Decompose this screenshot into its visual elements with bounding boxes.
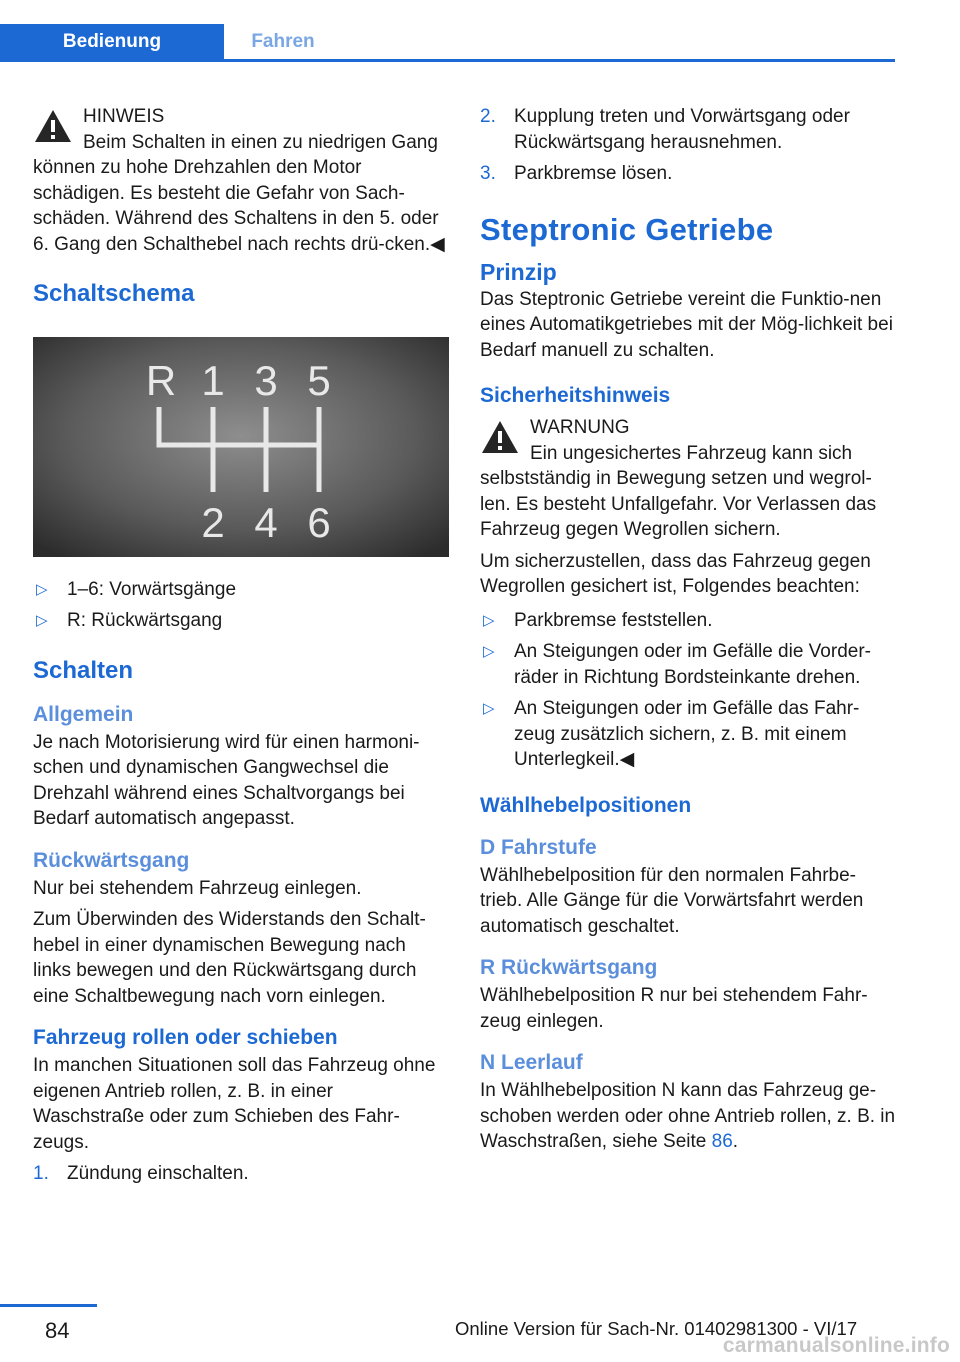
paragraph-r: Wählhebelposition R nur bei stehendem Fahr‐zeug einlegen. bbox=[480, 985, 868, 1032]
triangle-bullet-icon: ▷ bbox=[483, 643, 495, 660]
triangle-bullet-icon: ▷ bbox=[483, 611, 495, 629]
paragraph-rueck-2: Zum Überwinden des Widerstands den Schalt‐hebel in einer dynamischen Bewegung nach links bewegen und den Rückwärtsgang durch eine Schaltbewegung nach vorn einlegen. bbox=[33, 909, 426, 1007]
notice-block bbox=[33, 104, 449, 257]
schema-label-2: 2 bbox=[201, 499, 225, 546]
triangle-bullet-icon: ▷ bbox=[36, 580, 48, 598]
warning-text: Ein ungesichertes Fahrzeug kann sich selbstständig in Bewegung setzen und wegrol‐len. Es besteht Unfallgefahr. Vor Verlassen das Fahrzeug gegen Wegrollen sichern. bbox=[480, 442, 877, 540]
triangle-bullet-icon: ▷ bbox=[36, 612, 48, 629]
paragraph-n-end: . bbox=[732, 1131, 739, 1152]
list-item bbox=[33, 608, 449, 634]
safety-bullet-list bbox=[480, 608, 896, 773]
watermark: carmanualsonline.info bbox=[722, 1334, 950, 1357]
warning-triangle-icon bbox=[33, 108, 73, 144]
list-item bbox=[480, 639, 896, 690]
heading-n-leerlauf: N Leerlauf bbox=[480, 1051, 583, 1074]
schema-label-3: 3 bbox=[254, 357, 278, 404]
heading-sicherheitshinweis: Sicherheitshinweis bbox=[480, 384, 671, 407]
chapter-tabbar bbox=[0, 24, 895, 62]
list-item bbox=[480, 608, 896, 634]
list-item-text: R: Rückwärtsgang bbox=[67, 610, 223, 631]
schema-legend-list bbox=[33, 577, 449, 634]
paragraph-allgemein: Je nach Motorisierung wird für einen harmoni‐schen und dynamischen Gangwechsel die Drehzahl während eines Schaltvorgangs bei Bedarf automatisch angepasst. bbox=[33, 731, 420, 829]
steps-list-left bbox=[33, 1161, 449, 1187]
list-item bbox=[480, 696, 896, 773]
triangle-bullet-icon: ▷ bbox=[483, 700, 495, 717]
list-item bbox=[480, 161, 896, 187]
list-item-text: 1–6: Vorwärtsgänge bbox=[67, 578, 237, 600]
page-number-bar bbox=[0, 1304, 97, 1307]
left-column bbox=[33, 104, 449, 1193]
tab-fahren[interactable]: Fahren bbox=[251, 31, 315, 52]
heading-steptronic: Steptronic Getriebe bbox=[480, 211, 774, 247]
schema-label-4: 4 bbox=[254, 499, 278, 546]
heading-r-rueckwaertsgang: R Rückwärtsgang bbox=[480, 956, 658, 979]
heading-rueckwaertsgang: Rückwärtsgang bbox=[33, 848, 190, 872]
step-number: 3. bbox=[480, 163, 496, 184]
warning-heading: WARNUNG bbox=[530, 417, 630, 438]
heading-waehlhebelpositionen: Wählhebelpositionen bbox=[480, 793, 692, 817]
footer-version-text: Online Version für Sach-Nr. 01402981300 - VI/17 bbox=[455, 1318, 858, 1339]
step-number: 2. bbox=[480, 106, 496, 127]
paragraph-rollen: In manchen Situationen soll das Fahrzeug ohne eigenen Antrieb rollen, z. B. in einer Waschstraße oder zum Schieben des Fahr‐zeugs. bbox=[33, 1055, 436, 1153]
steps-list-right bbox=[480, 104, 896, 187]
warning-triangle-icon bbox=[480, 419, 520, 455]
right-column bbox=[480, 104, 896, 1161]
step-text: Kupplung treten und Vorwärtsgang oder Rückwärtsgang herausnehmen. bbox=[514, 106, 850, 153]
heading-d-fahrstufe: D Fahrstufe bbox=[480, 835, 597, 859]
list-item-text: Parkbremse feststellen. bbox=[514, 609, 713, 631]
list-item bbox=[33, 1161, 449, 1187]
heading-prinzip: Prinzip bbox=[480, 258, 557, 285]
schema-label-1: 1 bbox=[201, 357, 225, 404]
step-text: Zündung einschalten. bbox=[67, 1163, 249, 1184]
paragraph-rueck-1: Nur bei stehendem Fahrzeug einlegen. bbox=[33, 877, 362, 899]
paragraph-d: Wählhebelposition für den normalen Fahrbe‐trieb. Alle Gänge für die Vorwärtsfahrt werden automatisch geschaltet. bbox=[480, 864, 864, 937]
tab-bedienung[interactable]: Bedienung bbox=[0, 24, 224, 60]
heading-allgemein: Allgemein bbox=[33, 702, 134, 726]
list-item bbox=[480, 104, 896, 155]
list-item bbox=[33, 577, 449, 603]
schema-label-5: 5 bbox=[307, 357, 331, 404]
paragraph-prinzip: Das Steptronic Getriebe vereint die Funktio‐nen eines Automatikgetriebes mit der Mög‐lichkeit bei Bedarf manuell zu schalten. bbox=[480, 288, 893, 361]
step-text: Parkbremse lösen. bbox=[514, 163, 673, 184]
notice-heading: HINWEIS bbox=[83, 106, 165, 127]
heading-rollen-schieben: Fahrzeug rollen oder schieben bbox=[33, 1026, 338, 1049]
notice-text: Beim Schalten in einen zu niedrigen Gang können zu hohe Drehzahlen den Motor schädigen. Es besteht die Gefahr von Sach‐schäden. Während des Schaltens in den 5. oder 6. Gang den Schalthebel nach rechts drü‐cken.◀ bbox=[33, 131, 445, 255]
list-item-text: An Steigungen oder im Gefälle die Vorder‐räder in Richtung Bordsteinkante drehen. bbox=[514, 641, 871, 688]
heading-schaltschema: Schaltschema bbox=[33, 280, 195, 307]
page-reference-link[interactable]: 86 bbox=[711, 1131, 733, 1152]
schema-label-6: 6 bbox=[307, 499, 331, 546]
paragraph-n-text: In Wählhebelposition N kann das Fahrzeug ge‐schoben werden oder ohne Antrieb rollen, z. B. in Waschstraßen, siehe Seite bbox=[480, 1080, 896, 1152]
paragraph-n bbox=[480, 1078, 896, 1155]
step-number: 1. bbox=[33, 1163, 49, 1184]
schema-label-r: R bbox=[145, 357, 177, 404]
paragraph-sichern: Um sicherzustellen, dass das Fahrzeug gegen Wegrollen gesichert ist, Folgendes beachten: bbox=[480, 550, 871, 597]
list-item-text: An Steigungen oder im Gefälle das Fahr‐zeug zusätzlich sichern, z. B. mit einem Unterlegkeil.◀ bbox=[514, 698, 860, 770]
gear-shift-pattern-image bbox=[33, 337, 449, 557]
warning-block bbox=[480, 415, 896, 543]
page-number: 84 bbox=[45, 1318, 70, 1343]
heading-schalten: Schalten bbox=[33, 656, 134, 684]
